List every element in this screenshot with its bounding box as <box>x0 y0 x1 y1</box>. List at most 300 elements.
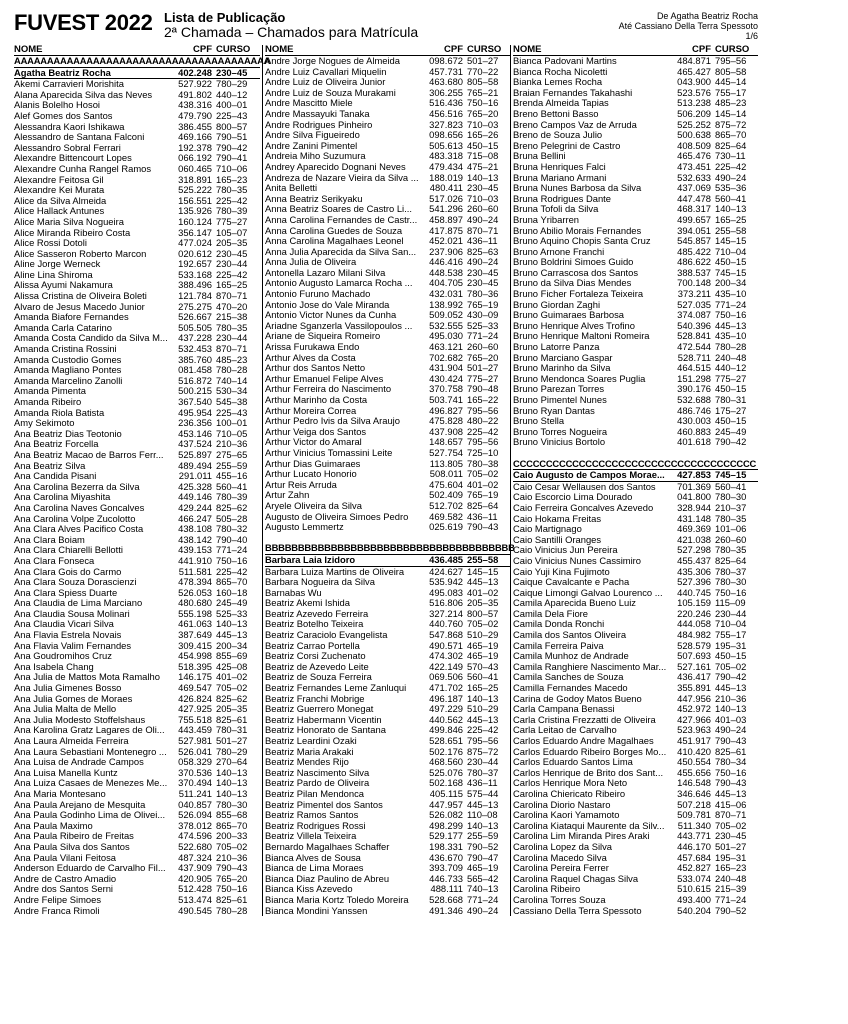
curso-cell: 790–40 <box>216 533 248 545</box>
curso-cell: 255–59 <box>216 459 248 471</box>
cpf-cell: 547.868 <box>429 629 463 641</box>
name-cell: Carolina Kiataqui Maurente da Silv... <box>513 819 665 831</box>
name-cell: Bruna Mariano Armani <box>513 171 607 183</box>
cpf-cell: 545.857 <box>677 235 711 247</box>
curso-cell: 771–24 <box>216 544 248 556</box>
curso-cell: 230–45 <box>467 182 499 194</box>
cpf-cell: 495.083 <box>429 586 463 598</box>
curso-cell: 230–45 <box>216 247 248 259</box>
curso-cell: 710–06 <box>216 162 248 174</box>
curso-cell: 255–58 <box>467 553 499 565</box>
list-item <box>513 736 758 747</box>
curso-cell: 415–06 <box>715 798 747 810</box>
curso-cell: 245–49 <box>216 597 248 609</box>
cpf-cell: 701.369 <box>677 480 711 492</box>
name-cell: Alexandre Feitosa Gil <box>14 173 104 185</box>
curso-cell: 501–27 <box>715 840 747 852</box>
curso-cell: 230–45 <box>467 266 499 278</box>
curso-cell: 230–44 <box>715 607 747 619</box>
cpf-cell: 452.827 <box>677 862 711 874</box>
name-cell: Ariadne Sganzerla Vassilopoulos ... <box>265 319 413 331</box>
name-cell: Bianka Lemes Rocha <box>513 76 603 88</box>
name-cell: Beatriz Carrao Portella <box>265 639 360 651</box>
curso-cell: 870–71 <box>467 224 499 236</box>
name-cell: Alessandro Sobral Ferrari <box>14 141 121 153</box>
cpf-cell: 527.981 <box>178 735 212 746</box>
name-cell: Antonella Lazaro Milani Silva <box>265 266 386 278</box>
name-cell: Camila Munhoz de Andrade <box>513 650 629 662</box>
curso-cell: 705–02 <box>216 840 248 852</box>
header-nome: NOME <box>14 44 43 55</box>
cpf-cell: 427.853 <box>677 469 711 481</box>
name-cell: Carlos Eduardo Ribeiro Borges Mo... <box>513 745 667 757</box>
cpf-cell: 506.209 <box>677 107 711 119</box>
name-cell: Ana Laura Almeida Ferreira <box>14 735 129 746</box>
name-cell: Ana Isabela Chang <box>14 660 94 672</box>
cpf-cell: 511.581 <box>178 565 212 577</box>
curso-cell: 765–19 <box>467 489 499 501</box>
list-item <box>265 501 510 512</box>
cpf-cell: 487.324 <box>178 851 212 863</box>
curso-cell: 230–45 <box>715 830 747 842</box>
name-cell: Arthur Alves da Costa <box>265 351 356 363</box>
name-cell: Ana Clara Souza Dorascienzi <box>14 576 137 588</box>
name-cell: Amanda Cristina Rossini <box>14 343 117 355</box>
cpf-cell: 306.255 <box>429 86 463 98</box>
curso-cell: 490–24 <box>715 724 747 736</box>
cpf-cell: 060.465 <box>178 162 212 174</box>
cpf-cell: 526.094 <box>178 809 212 821</box>
curso-cell: 435–10 <box>715 330 747 342</box>
name-cell: Caio Yuji Kina Fujimoto <box>513 565 610 577</box>
curso-cell: 560–41 <box>715 480 747 492</box>
curso-cell: 865–70 <box>216 819 248 831</box>
name-cell: Ana Clara Spiess Duarte <box>14 586 118 598</box>
cpf-cell: 700.148 <box>677 277 711 289</box>
curso-cell: 780–30 <box>715 491 747 503</box>
cpf-cell: 058.329 <box>178 756 212 768</box>
cpf-cell: 386.455 <box>178 120 212 132</box>
cpf-cell: 378.012 <box>178 819 212 831</box>
cpf-cell: 755.518 <box>178 713 212 725</box>
name-cell: Andre Franca Rimoli <box>14 904 100 916</box>
cpf-cell: 471.702 <box>429 682 463 694</box>
name-cell: Alice Hallack Antunes <box>14 205 105 217</box>
list-item <box>265 109 510 120</box>
cpf-cell: 485.422 <box>677 245 711 257</box>
cpf-cell: 387.649 <box>178 629 212 641</box>
curso-cell: 790–41 <box>216 152 248 164</box>
cpf-cell: 448.538 <box>429 266 463 278</box>
cpf-cell: 081.458 <box>178 364 212 376</box>
name-cell: Ana Paula Arejano de Mesquita <box>14 798 146 810</box>
name-cell: Bruno Guimaraes Barbosa <box>513 309 624 321</box>
cpf-cell: 424.627 <box>429 565 463 577</box>
curso-cell: 705–02 <box>715 819 747 831</box>
curso-cell: 790–52 <box>467 840 499 852</box>
name-cell: Bruno Boldrini Simoes Guido <box>513 256 634 268</box>
name-cell: Arthur Dias Guimaraes <box>265 457 361 469</box>
curso-cell <box>713 448 759 459</box>
curso-cell: 436–11 <box>467 510 498 522</box>
curso-cell: 870–71 <box>715 809 747 821</box>
cpf-cell: 069.506 <box>429 671 463 683</box>
cpf-cell: 438.108 <box>178 523 212 535</box>
curso-cell: 780–36 <box>467 288 499 300</box>
name-cell: Caio Vinicius Jun Pereira <box>513 544 618 556</box>
name-cell: Camila dos Santos Oliveira <box>513 629 627 641</box>
curso-cell: 210–36 <box>715 692 747 704</box>
name-cell: Antonio Jose do Vale Miranda <box>265 298 390 310</box>
name-cell: Caique Cavalcante e Pacha <box>513 576 630 588</box>
curso-cell: 205–35 <box>216 237 248 249</box>
curso-cell: 230–45 <box>216 66 248 78</box>
name-cell: Bruno Torres Nogueira <box>513 425 608 437</box>
cpf-cell: 499.846 <box>429 724 463 736</box>
cpf-cell: 105.159 <box>677 597 711 609</box>
cpf-cell: 489.494 <box>178 459 212 471</box>
name-cell: Anna Julia de Oliveira <box>265 256 357 268</box>
name-cell: Ana Paula Godinho Lima de Olivei... <box>14 809 166 821</box>
curso-cell: 225–42 <box>467 724 499 736</box>
cpf-cell: 066.192 <box>178 152 212 164</box>
curso-cell: 140–13 <box>467 819 499 831</box>
page-number: 1/6 <box>745 31 758 41</box>
list-item <box>14 450 260 461</box>
range-to: Até Cassiano Della Terra Spessoto <box>618 21 758 31</box>
curso-cell: 501–27 <box>467 55 499 66</box>
cpf-cell: 522.680 <box>178 840 212 852</box>
cpf-cell: 455.437 <box>677 554 711 566</box>
cpf-cell: 484.871 <box>677 55 711 66</box>
cpf-cell: 493.400 <box>677 893 711 905</box>
curso-cell: 705–02 <box>715 660 747 672</box>
cpf-cell: 486.622 <box>677 256 711 268</box>
name-cell: Beatriz Mendes Rijo <box>265 756 349 768</box>
curso-cell: 140–13 <box>216 766 248 778</box>
cpf-cell: 495.030 <box>429 330 463 342</box>
cpf-cell: 516.806 <box>429 597 463 609</box>
cpf-cell: 436.485 <box>429 553 463 565</box>
name-cell: Andre Rodrigues Pinheiro <box>265 118 373 130</box>
cpf-cell: 146.548 <box>677 777 711 789</box>
cpf-cell: 438.142 <box>178 533 212 545</box>
curso-cell: 825–64 <box>715 139 747 151</box>
name-cell: Carolina Pereira Ferrer <box>513 862 609 874</box>
curso-cell: 771–24 <box>467 330 499 342</box>
curso-cell: 730–11 <box>715 150 746 162</box>
name-cell: Bruno Henrique Alves Trofino <box>513 319 635 331</box>
curso-cell: 425–08 <box>216 660 248 672</box>
cpf-cell: 192.378 <box>178 141 212 153</box>
name-cell: Camila Donda Ronchi <box>513 618 605 630</box>
name-cell: Camila Sanches de Souza <box>513 671 624 683</box>
curso-cell: 445–13 <box>467 798 499 810</box>
list-item <box>265 395 510 406</box>
curso-cell: 110–08 <box>467 809 498 821</box>
curso-cell: 765–20 <box>467 351 499 363</box>
cpf-cell: 465.427 <box>677 65 711 77</box>
name-cell: Carolina Lopez da Silva <box>513 840 613 852</box>
name-cell: Andre Luiz de Oliveira Junior <box>265 76 386 88</box>
curso-cell: 710–03 <box>467 118 499 130</box>
cpf-cell: 526.082 <box>429 809 463 821</box>
curso-cell: 800–57 <box>467 607 499 619</box>
name-cell: Barbara Nogueira da Silva <box>265 576 375 588</box>
name-cell: Arthur dos Santos Netto <box>265 362 366 374</box>
cpf-cell: 468.560 <box>429 756 463 768</box>
curso-cell: 780–29 <box>216 78 248 90</box>
curso-cell: 445–13 <box>467 576 499 588</box>
name-cell: Alana Aparecida Silva das Neves <box>14 88 153 100</box>
name-cell: Artur Zahn <box>265 489 310 501</box>
cpf-cell: 374.087 <box>677 309 711 321</box>
name-cell: Amanda Riola Batista <box>14 406 105 418</box>
name-cell: Carolina Lim Miranda Pires Araki <box>513 830 650 842</box>
cpf-cell: 528.668 <box>429 893 463 905</box>
list-item <box>513 906 758 917</box>
name-cell: Aline Jorge Werneck <box>14 258 101 270</box>
curso-cell: 230–45 <box>467 277 499 289</box>
curso-cell: 875–72 <box>467 745 499 757</box>
curso-cell: 790–51 <box>216 131 248 143</box>
list-item <box>265 789 510 800</box>
cpf-cell: 275.275 <box>178 300 212 312</box>
curso-cell: 525–33 <box>467 319 499 331</box>
cpf-cell: 528.841 <box>677 330 711 342</box>
curso-cell: 145–14 <box>715 107 747 119</box>
name-cell: Alvaro de Jesus Macedo Junior <box>14 300 145 312</box>
list-item <box>14 895 260 906</box>
curso-cell: 205–35 <box>467 597 499 609</box>
curso-cell: 401–03 <box>715 713 747 725</box>
curso-cell: 210–36 <box>216 438 248 450</box>
cpf-cell: 328.944 <box>677 501 711 513</box>
cpf-cell: 237.906 <box>429 245 463 257</box>
curso-cell: 215–38 <box>216 311 248 323</box>
cpf-cell: 532.453 <box>178 343 212 355</box>
cpf-cell: 528.651 <box>429 735 463 746</box>
cpf-cell: 497.229 <box>429 703 463 715</box>
name-cell: Anna Carolina Magalhaes Leonel <box>265 235 404 247</box>
range-info <box>619 11 758 41</box>
name-cell: Antonio Augusto Lamarca Rocha ... <box>265 277 413 289</box>
name-cell: Bruno Marinho da Silva <box>513 362 611 374</box>
curso-cell: 436–11 <box>467 777 498 789</box>
cpf-cell: 437.909 <box>178 862 212 874</box>
cpf-cell: 020.612 <box>178 247 212 259</box>
list-item <box>513 842 758 853</box>
name-cell: Alessandro de Santana Falconi <box>14 131 145 143</box>
curso-cell: 475–21 <box>467 160 499 172</box>
cpf-cell: 555.198 <box>178 607 212 619</box>
curso-cell: 825–61 <box>216 893 248 905</box>
name-cell: Caio Santilli Oranges <box>513 533 602 545</box>
name-cell: Amy Sekimoto <box>14 417 75 429</box>
name-cell: Camila Dela Fiore <box>513 607 589 619</box>
cpf-cell: 151.298 <box>677 372 711 384</box>
name-cell: Bruno Aquino Chopis Santa Cruz <box>513 235 651 247</box>
cpf-cell: 479.434 <box>429 160 463 172</box>
curso-cell: 195–31 <box>715 639 747 651</box>
name-cell: Bruna Nunes Barbosa da Silva <box>513 182 642 194</box>
cpf-cell: 441.910 <box>178 554 212 566</box>
cpf-cell: 390.176 <box>677 383 711 395</box>
curso-cell: 140–13 <box>467 692 499 704</box>
curso-cell: 795–56 <box>467 404 499 416</box>
cpf-cell: 502.176 <box>429 745 463 757</box>
cpf-cell: 518.395 <box>178 660 212 672</box>
name-cell: Ana Claudia Vicari Silva <box>14 618 114 630</box>
cpf-cell: 444.058 <box>677 618 711 630</box>
curso-cell: 780–29 <box>216 745 248 757</box>
curso-cell: 445–13 <box>715 319 747 331</box>
name-cell: Carla Leitao de Carvalho <box>513 724 617 736</box>
curso-cell: 775–27 <box>715 372 747 384</box>
name-cell: Bianca Mondini Yanssen <box>265 904 368 916</box>
curso-cell: 400–01 <box>216 99 248 111</box>
curso-cell: 790–48 <box>467 383 499 395</box>
cpf-cell: 532.555 <box>429 319 463 331</box>
curso-cell: 445–13 <box>216 629 248 641</box>
name-cell: Bruna Tofoli da Silva <box>513 203 599 215</box>
curso-cell: 470–20 <box>216 300 248 312</box>
name-cell: Ana Carolina Miyashita <box>14 491 111 503</box>
cpf-cell: 440.760 <box>429 618 463 630</box>
cpf-cell: 502.168 <box>429 777 463 789</box>
cpf-cell: 469.582 <box>429 510 463 522</box>
list-item <box>14 503 260 514</box>
curso-cell: 450–15 <box>715 256 747 268</box>
name-cell: Arthur Emanuel Felipe Alves <box>265 372 384 384</box>
cpf-cell: 473.451 <box>677 160 711 172</box>
curso-cell: 780–28 <box>216 904 248 916</box>
name-cell: Bianca Diaz Paulino de Abreu <box>265 872 390 884</box>
cpf-cell: 135.926 <box>178 205 212 217</box>
cpf-cell: 422.149 <box>429 660 463 672</box>
name-cell: Carolina Torres Souza <box>513 893 606 905</box>
list-item <box>265 448 510 459</box>
columns-container <box>14 45 758 916</box>
header-cpf: CPF <box>692 44 711 55</box>
name-cell: Anna Beatriz Serikyaku <box>265 192 363 204</box>
name-cell: Beatriz Azevedo Ferreira <box>265 607 369 619</box>
cpf-cell: 138.992 <box>429 298 463 310</box>
name-cell: Ana Clara Fonseca <box>14 554 95 566</box>
name-cell: Ariane de Siqueira Romeiro <box>265 330 381 342</box>
cpf-cell: 327.823 <box>429 118 463 130</box>
name-cell: Carolina Raquel Chagas Silva <box>513 872 639 884</box>
curso-cell: 165–26 <box>467 129 499 141</box>
cpf-cell: 388.496 <box>178 279 212 291</box>
name-cell: Beatriz Guerrero Monegat <box>265 703 374 715</box>
curso-cell: 510–29 <box>467 703 499 715</box>
curso-cell: 780–35 <box>715 512 747 524</box>
curso-cell: 230–44 <box>467 756 499 768</box>
name-cell: Carolina Macedo Silva <box>513 851 607 863</box>
name-cell: Ana Carolina Volpe Zucolotto <box>14 512 136 524</box>
name-cell: Bruno Arnone Franchi <box>513 245 605 257</box>
curso-cell: 210–36 <box>216 851 248 863</box>
curso-cell: 780–37 <box>467 766 499 778</box>
cpf-cell: 535.942 <box>429 576 463 588</box>
name-cell: Aryele Oliveira da Silva <box>265 499 362 511</box>
curso-cell: 780–39 <box>216 205 248 217</box>
list-item <box>265 895 510 906</box>
curso-cell: 865–70 <box>216 576 248 588</box>
cpf-cell: 370.494 <box>178 777 212 789</box>
curso-cell: 855–69 <box>216 650 248 662</box>
list-item <box>513 162 758 173</box>
list-item <box>513 109 758 120</box>
cpf-cell: 457.731 <box>429 65 463 77</box>
cpf-cell: 452.972 <box>677 703 711 715</box>
curso-cell: 780–34 <box>715 756 747 768</box>
curso-cell: 535–36 <box>715 182 747 194</box>
curso-cell: 790–52 <box>715 904 747 916</box>
list-item <box>265 215 510 226</box>
name-cell: Bruno Giordan Zaghi <box>513 298 601 310</box>
name-cell: Beatriz de Souza Ferreira <box>265 671 372 683</box>
list-item <box>513 789 758 800</box>
cpf-cell: 503.741 <box>429 394 463 405</box>
cpf-cell: 220.246 <box>677 607 711 619</box>
list-item <box>265 906 510 917</box>
header-curso: CURSO <box>467 44 502 55</box>
cpf-cell: 526.667 <box>178 311 212 323</box>
curso-cell: 165–22 <box>467 394 499 405</box>
curso-cell: 750–16 <box>216 554 248 566</box>
curso-cell: 445–13 <box>715 787 747 799</box>
cpf-cell: 507.218 <box>677 798 711 810</box>
curso-cell: 795–56 <box>467 735 499 746</box>
name-cell: Andre Zanini Pimentel <box>265 139 358 151</box>
curso-cell: 790–47 <box>467 851 499 863</box>
cpf-cell: 468.317 <box>677 203 711 215</box>
cpf-cell: 427.966 <box>677 713 711 725</box>
column-1 <box>14 44 271 916</box>
name-cell: Bianca Alves de Sousa <box>265 851 361 863</box>
cpf-cell: 373.211 <box>677 288 711 300</box>
name-cell: Breno de Souza Julio <box>513 129 603 141</box>
name-cell: Caio Augusto de Campos Morae... <box>513 469 665 481</box>
cpf-cell: 507.693 <box>677 650 711 662</box>
curso-cell: 705–02 <box>467 468 499 480</box>
name-cell: Carina de Godoy Matos Bueno <box>513 692 642 704</box>
curso-cell: 560–41 <box>216 480 248 492</box>
cpf-cell: 464.515 <box>677 362 711 374</box>
cpf-cell: 532.688 <box>677 394 711 405</box>
curso-cell: 485–23 <box>216 353 248 365</box>
cpf-cell: 527.035 <box>677 298 711 310</box>
name-cell: Carla Cristina Frezzatti de Oliveira <box>513 713 656 725</box>
cpf-cell: 454.998 <box>178 650 212 662</box>
name-cell: Bruno Ficher Fortaleza Teixeira <box>513 288 644 300</box>
cpf-cell: 525.252 <box>677 118 711 130</box>
curso-cell: 195–31 <box>715 851 747 863</box>
name-cell: Aline Lina Shiroma <box>14 268 93 280</box>
cpf-cell: 385.760 <box>178 353 212 365</box>
cpf-cell: 509.052 <box>429 309 463 321</box>
name-cell: Arthur Lucato Honorio <box>265 468 357 480</box>
name-cell: Ana Julia Malta de Mello <box>14 703 117 715</box>
cpf-cell: 121.784 <box>178 290 212 302</box>
name-cell: Andre de Castro Amadio <box>14 872 117 884</box>
name-cell: Alice Sasseron Roberto Marcon <box>14 247 147 259</box>
cpf-cell: 502.409 <box>429 489 463 501</box>
cpf-cell: 098.656 <box>429 129 463 141</box>
list-item <box>14 842 260 853</box>
